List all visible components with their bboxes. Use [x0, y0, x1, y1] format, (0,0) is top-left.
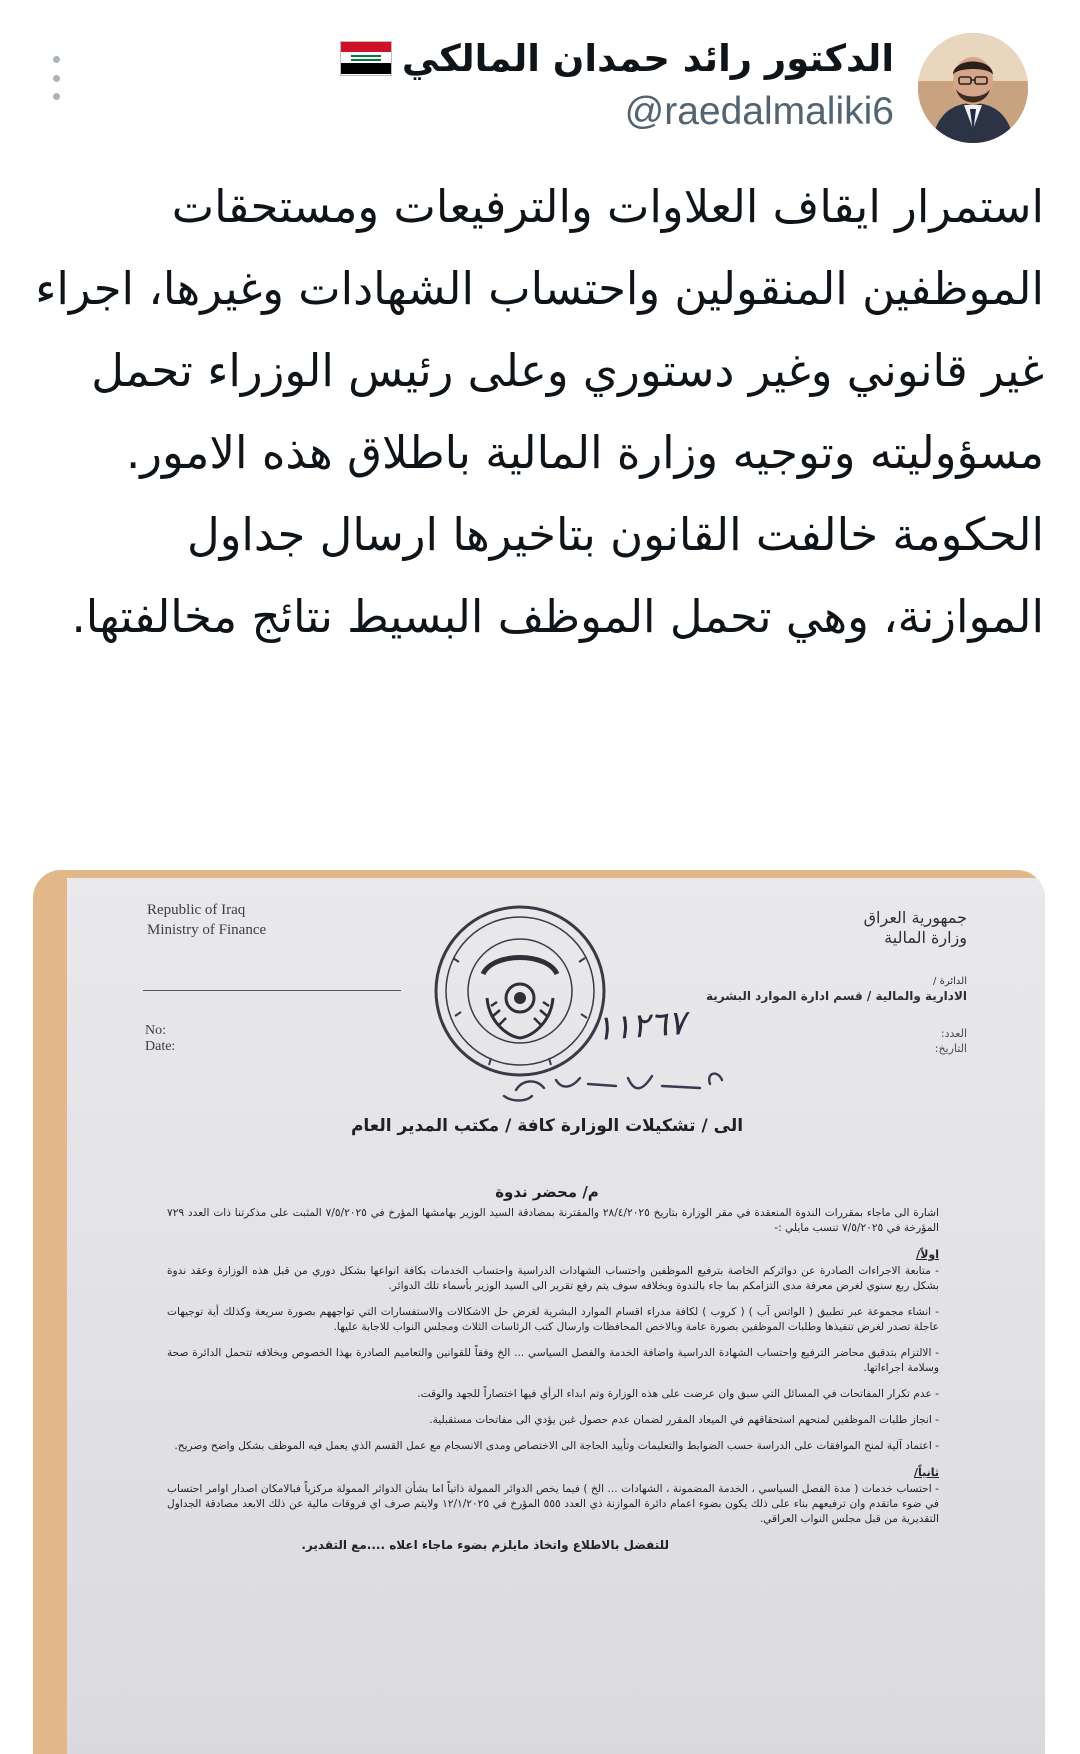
- document-section-heading: اولاً/: [916, 1248, 939, 1261]
- document-header-rule: [143, 990, 401, 991]
- document-closing: للتفضل بالاطلاع واتخاذ مايلزم بضوء ماجاء اعلاه ....مع التقدير.: [301, 1538, 669, 1552]
- document-item: - انشاء مجموعة عبر تطبيق ( الواتس آب ) ( كروب ) لكافة مدراء اقسام الموارد البشرية لغرض حل الاشكالات والاستفسارات التي تواجههم بصورة سريعة وكذلك أية توجيهات عاجلة تصدر لغرض تنفيذها وطلبات الموظفين بصورة عامة وبالاخص المحافظات وارسال كتب الرئاسات الثلاث ومجلس النواب للاجابة عليها.: [167, 1306, 939, 1333]
- tweet-media-image[interactable]: [33, 870, 1045, 1754]
- document-ministry-en: Ministry of Finance: [147, 922, 267, 938]
- document-intro: اشارة الى ماجاء بمقررات الندوة المنعقدة في مقر الوزارة بتاريخ ٢٨/٤/٢٠٢٥ والمقترنة بمصادقة السيد الوزير بهامشها المؤرخ في ٧/٥/٢٠٢٥ المثبت على مذكرتنا ذات العدد ٧٢٩ المؤرخة في ٧/٥/٢٠٢٥ تنسب مايلي :-: [167, 1207, 939, 1234]
- document-number-date-ar: [935, 1026, 967, 1056]
- document-page: [67, 878, 1045, 1754]
- tweet-text: [34, 166, 1044, 658]
- document-directorate: [706, 976, 967, 1004]
- author-name-row[interactable]: [340, 30, 894, 86]
- document-item: - متابعة الاجراءات الصادرة عن دوائركم الخاصة بترفيع الموظفين واحتساب الشهادات الدراسية واحتساب الخدمات بكافة انواعها بشكل دوري من قبل هذه الوزارة وعقد ندوة بشكل ربع سنوي لغرض معرفة مدى التزامكم بما جاء بالندوة وبخلافه سوف يتم رفع تقرير الى السيد الوزير بأسماء تلك الدوائر.: [167, 1265, 939, 1292]
- document-ministry-ar: وزارة المالية: [884, 928, 967, 947]
- document-item: - احتساب خدمات ( مدة الفصل السياسي ، الخدمة المضمونة ، الشهادات ... الخ ) فيما يخص الدوائر الممولة ذاتياً اما بشأن الدوائر الممولة مركزياً فبالامكان اصدار اوامر احتساب في ضوء ماتقدم وان ترفيعهم بناء على ذلك يكون بضوء اعمام دائرة الموازنة ذي العدد ٥٥٥ المؤرخ في ١٢/١/٢٠٢٥ ولايتم صرف اي فروقات مالية عن ذلك الابعد مصادقة الجداول التقديرية من قبل مجلس النواب العراقي.: [167, 1483, 939, 1525]
- ministry-seal-icon: [431, 902, 609, 1080]
- document-date-label-ar: التاريخ:: [934, 1042, 967, 1055]
- document-english-header: [147, 900, 266, 940]
- document-number-date-en: [145, 1023, 175, 1055]
- document-country-ar: جمهورية العراق: [863, 908, 967, 927]
- document-item: - الالتزام بتدقيق محاضر الترفيع واحتساب الشهادة الدراسية واضافة الخدمة والفصل السياسي ... الخ وفقاً للقوانين والتعاميم الصادرة بهذا الخصوص وبخلافه تتحمل الدائرة صحة وسلامة اجراءاتها.: [167, 1347, 939, 1374]
- document-item: - اعتماد آلية لمنح الموافقات على الدراسة حسب الضوابط والتعليمات وتأييد الحاجة الى الاختصاص ومدى الانسجام مع عمل القسم الذي يعمل فيه الموظف بشكل واضح وصريح.: [174, 1440, 939, 1452]
- document-no-label: No:: [145, 1023, 166, 1038]
- document-arabic-header: [864, 908, 967, 948]
- avatar[interactable]: [918, 33, 1028, 143]
- avatar-photo: [918, 33, 1028, 143]
- tweet-paragraph: استمرار ايقاف العلاوات والترفيعات ومستحقات الموظفين المنقولين واحتساب الشهادات وغيرها، اجراء غير قانوني وغير دستوري وعلى رئيس الوزراء تحمل مسؤوليته وتوجيه وزارة المالية باطلاق هذه الامور.: [35, 180, 1044, 479]
- document-item: - عدم تكرار المفاتحات في المسائل التي سبق وان عرضت على هذه الوزارة وتم ابداء الرأي فيها اختصاراً للجهد والوقت.: [417, 1388, 939, 1400]
- document-number-label-ar: العدد:: [940, 1027, 967, 1040]
- author-handle[interactable]: @raedalmaliki6: [624, 90, 894, 133]
- tweet-paragraph: الحكومة خالفت القانون بتاخيرها ارسال جداول الموازنة، وهي تحمل الموظف البسيط نتائج مخالفتها.: [71, 508, 1044, 643]
- document-directorate-label: الدائرة /: [933, 976, 967, 987]
- document-item: - انجاز طلبات الموظفين لمنحهم استحقاقهم في الميعاد المقرر لضمان عدم حصول غبن يؤدي الى مفاتحات مستقبلية.: [429, 1414, 939, 1426]
- iraq-flag-icon: [340, 41, 392, 76]
- document-subject: م/ محضر ندوة: [495, 1183, 599, 1201]
- document-date-label: Date:: [145, 1039, 176, 1054]
- document-recipient: الى / تشكيلات الوزارة كافة / مكتب المدير العام: [350, 1116, 744, 1136]
- author-display-name[interactable]: الدكتور رائد حمدان المالكي: [401, 36, 894, 80]
- document-section-heading: ثانياً/: [913, 1466, 939, 1479]
- document-number: ١١٢٦٧: [593, 1004, 688, 1049]
- document-body: [167, 1206, 939, 1564]
- document-country-en: Republic of Iraq: [147, 902, 246, 918]
- document-directorate-name: الادارية والمالية / قسم ادارة الموارد البشرية: [706, 989, 967, 1003]
- more-vertical-icon[interactable]: [42, 56, 70, 100]
